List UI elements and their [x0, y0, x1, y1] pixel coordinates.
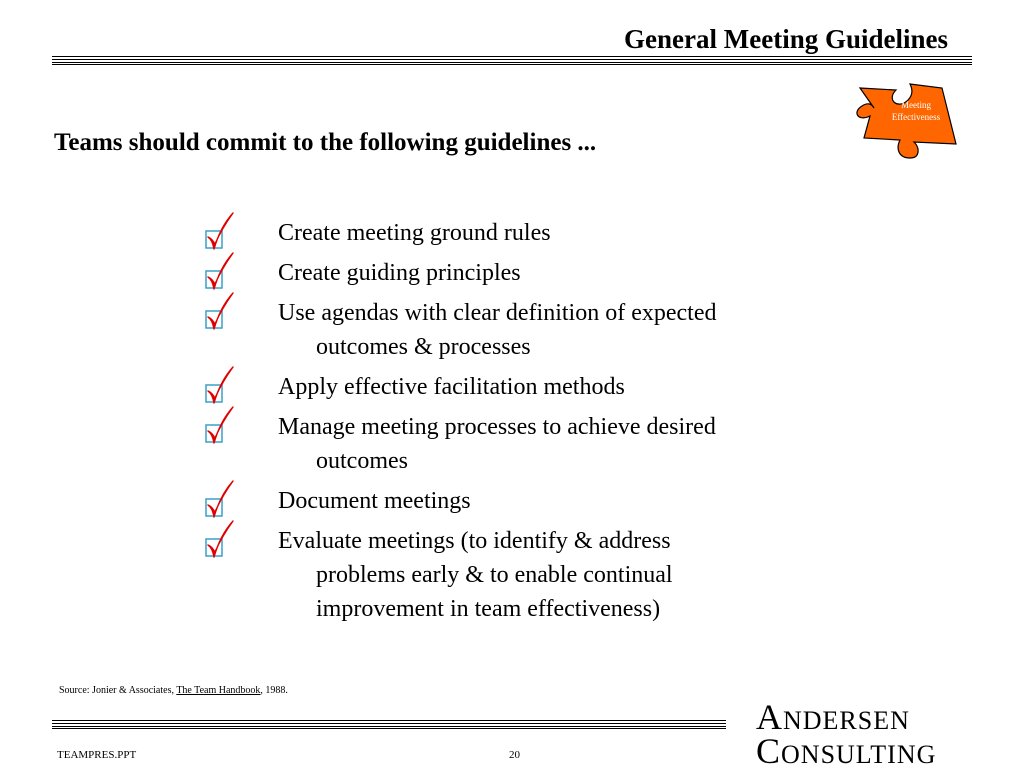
checkbox-checked-icon [204, 291, 236, 333]
badge-line2: Effectiveness [891, 112, 941, 122]
list-item-text-continued: outcomes [316, 448, 408, 474]
list-item-text: Create guiding principles [278, 260, 521, 286]
list-item [204, 370, 844, 404]
list-item-text-continued: outcomes & processes [316, 334, 531, 360]
page-title: General Meeting Guidelines [624, 24, 948, 54]
list-item [204, 296, 844, 364]
logo-line2 [756, 731, 937, 771]
checkbox-checked-icon [204, 405, 236, 447]
list-item-text: Manage meeting processes to achieve desired [278, 414, 716, 440]
list-item-text: Apply effective facilitation methods [278, 374, 625, 400]
list-item-text: Create meeting ground rules [278, 220, 551, 246]
company-logo [756, 697, 937, 771]
list-item-text: Document meetings [278, 488, 471, 514]
badge-label [868, 99, 964, 123]
list-item [204, 410, 844, 478]
source-prefix: Source: Jonier & Associates, [59, 685, 177, 696]
checkbox-checked-icon [204, 519, 236, 561]
section-heading: Teams should commit to the following guidelines ... [54, 129, 597, 156]
checkbox-checked-icon [204, 365, 236, 407]
badge-line1: Meeting [901, 100, 931, 110]
checkbox-checked-icon [204, 211, 236, 253]
guidelines-list [204, 216, 844, 632]
list-item-text-continued: problems early & to enable continual [316, 562, 673, 588]
footer-page-number: 20 [509, 749, 520, 761]
checkbox-checked-icon [204, 251, 236, 293]
list-item [204, 524, 844, 626]
logo-line1-initial: A [756, 697, 783, 737]
list-item [204, 256, 844, 290]
source-citation [59, 685, 288, 696]
logo-line2-initial: C [756, 731, 782, 771]
logo-line1 [756, 697, 936, 737]
list-item [204, 216, 844, 250]
source-suffix: , 1988. [260, 685, 288, 696]
list-item-text-continued: improvement in team effectiveness) [316, 596, 661, 622]
logo-line2-rest: ONSULTING [781, 740, 937, 769]
source-book-title: The Team Handbook [176, 685, 261, 696]
footer-filename: TEAMPRES.PPT [57, 749, 137, 761]
logo-line1-rest: NDERSEN [783, 706, 910, 735]
list-item-text: Use agendas with clear definition of expected [278, 300, 717, 326]
checkbox-checked-icon [204, 479, 236, 521]
list-item-text: Evaluate meetings (to identify & address [278, 528, 671, 554]
list-item [204, 484, 844, 518]
